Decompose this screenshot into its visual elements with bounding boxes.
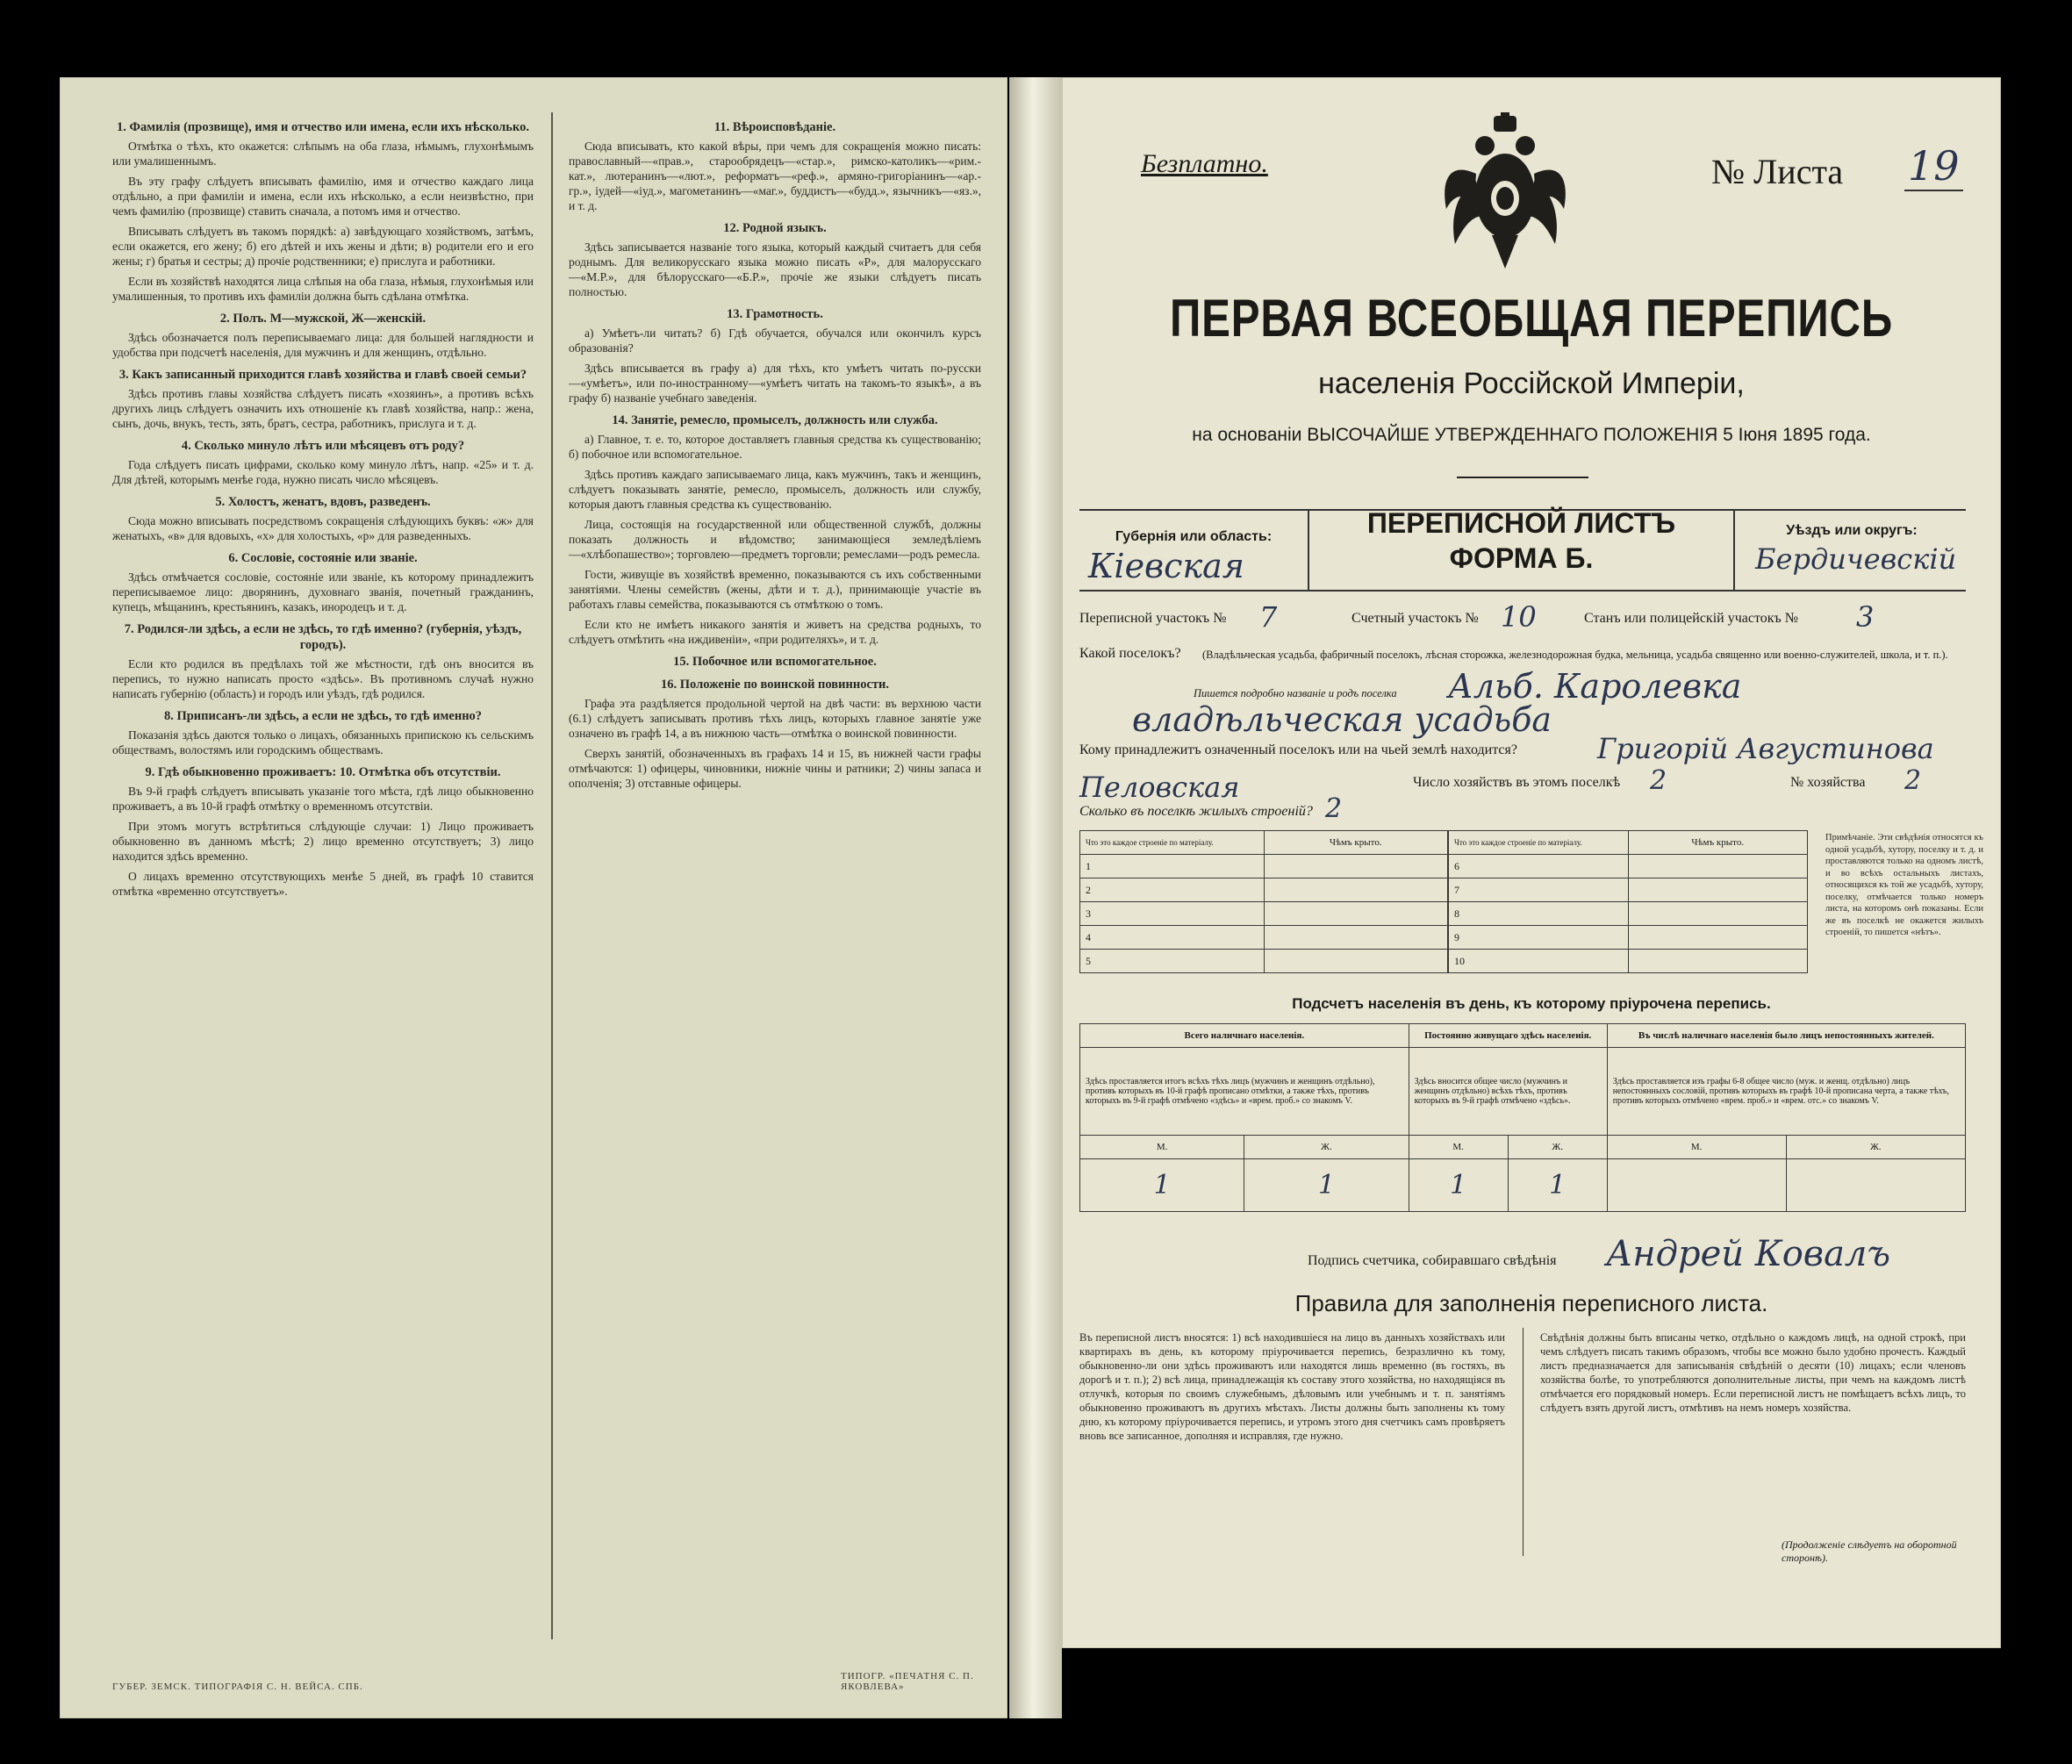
uchastok-value: 7 <box>1259 600 1278 634</box>
buildings-label: Сколько въ поселкѣ жилыхъ строеній? <box>1079 804 1313 819</box>
stan-label: Станъ или полицейскій участокъ № <box>1584 611 1799 626</box>
imperial-eagle-emblem <box>1439 112 1571 270</box>
table-row: 1 1 1 1 <box>1080 1159 1966 1212</box>
guberniya-label: Губернія или область: <box>1115 529 1273 544</box>
title-rule <box>1457 477 1588 478</box>
instruction-heading: 2. Полъ. М—мужской, Ж—женскій. <box>219 312 427 326</box>
instruction-heading: 4. Сколько минуло лѣтъ или мѣсяцевъ отъ роду? <box>181 439 465 453</box>
instruction-heading: 1. Фамилія (прозвище), имя и отчество или имена, если ихъ нѣсколько. <box>117 120 529 134</box>
instruction-paragraph: Сверхъ занятій, обозначенныхъ въ графахъ 14 и 15, въ нижней части графы отмѣчаются: 1) офицеры, чиновники, нижніе чины и ратники; 2) чины запаса и ополченія; 3) отставные офицеры. <box>569 747 981 790</box>
instruction-paragraph: Вписывать слѣдуетъ въ такомъ порядкѣ: а) завѣдующаго хозяйствомъ, затѣмъ, если окажется, его жену; б) его дѣтей и ихъ жены и дѣти; в) родители его и его жены; г) братья и сестры; д) прочіе родственники; е) прислуга и работники. <box>112 225 534 268</box>
sheet-number-label: № Листа <box>1711 152 1844 191</box>
instruction-heading: 7. Родился-ли здѣсь, а если не здѣсь, то гдѣ именно? (губернія, уѣздъ, городъ). <box>124 622 522 652</box>
owner-label: Кому принадлежитъ означенный поселокъ или на чьей землѣ находится? <box>1079 742 1517 757</box>
free-label: Безплатно. <box>1141 149 1268 178</box>
instruction-paragraph: Если въ хозяйствѣ находятся лица слѣпыя на оба глаза, нѣмыя, глухонѣмыя или умалишенныя, то противъ ихъ фамиліи должна быть сдѣлана отмѣтка. <box>112 275 534 303</box>
instruction-paragraph: Года слѣдуетъ писать цифрами, сколько кому минуло лѣтъ, напр. «25» и т. д. Для дѣтей, которымъ менѣе года, нужно писать число мѣсяцевъ. <box>112 458 534 486</box>
buildings-table-left: Что это каждое строеніе по матеріалу. Чѣмъ крыто. 1 2 3 4 5 <box>1079 830 1448 973</box>
instruction-heading: 6. Сословіе, состояніе или званіе. <box>228 551 418 565</box>
owner-value: Григорій Августинова <box>1597 732 1934 765</box>
uchastok-label: Переписной участокъ № <box>1079 611 1227 626</box>
table-row: 7 <box>1449 878 1808 902</box>
instruction-paragraph: Графа эта раздѣляется продольной чертой на двѣ части: въ верхнюю части (6.1) слѣдуетъ записывать противъ тѣхъ лицъ, которыхъ главное занятіе уже означено въ графѣ 14, а въ нижнюю часть—отмѣтка о воинской повинности. <box>569 697 981 740</box>
book-spine <box>1009 77 1062 1718</box>
instruction-paragraph: Здѣсь отмѣчается сословіе, состояніе или званіе, къ которому принадлежитъ переписываемое лицо: дворянинъ, духовнаго званія, почетный гражданинъ, купецъ, мѣщанинъ, крестьянинъ, казакъ, инородецъ и т. д. <box>112 570 534 613</box>
instruction-heading: 5. Холостъ, женатъ, вдовъ, разведенъ. <box>215 495 431 509</box>
table-row: 1 <box>1080 855 1448 878</box>
uezd-label: Уѣздъ или округъ: <box>1786 523 1918 538</box>
instruction-heading: 14. Занятіе, ремесло, промыселъ, должность или служба. <box>612 413 938 427</box>
table-row: 6 <box>1449 855 1808 878</box>
instruction-heading: 3. Какъ записанный приходится главѣ хозяйства и главѣ своей семьи? <box>118 368 527 382</box>
instruction-paragraph: Здѣсь вписывается въ графу а) для тѣхъ, кто умѣетъ читать по-русски—«умѣетъ», или по-иностранному—«умѣетъ читать на такомъ-то языкѣ», а въ графу б) названіе учебнаго заведенія. <box>569 362 981 405</box>
column-divider <box>551 112 553 1639</box>
poselok-note: (Владѣльческая усадьба, фабричный поселокъ, лѣсная сторожка, железнодорожная будка, мельница, усадьба священно или военно-служителей, школа, и т. п.). <box>1202 649 1948 661</box>
census-subtitle: населенія Россійской Имперіи, <box>1318 367 1745 400</box>
rules-left-column: Въ переписной листъ вносятся: 1) всѣ находившіеся на лицо въ данныхъ хозяйствахъ или квартирахъ въ день, къ которому пріурочивается перепись, безразлично къ тому, обыкновенно-ли они здѣсь проживаютъ или находятся лишь временно (въ гостяхъ, въ дорогѣ и т. п.); 2) всѣ лица, принадлежащія къ составу этого хозяйства, но находящіяся въ отлучкѣ, которыя по своимъ служебнымъ, дѣловымъ или учебнымъ и т. п. занятіямъ обыкновенно проживаютъ въ другихъ мѣстахъ. Листы должны быть заполнены къ тому дню, къ которому пріурочивается перепись, и утромъ этого дня счетчикъ самъ провѣряетъ вновь все записанное, дополняя и исправляя, где нужно. <box>1079 1331 1505 1442</box>
uezd-value: Бердичевскій <box>1755 542 1957 576</box>
schetny-value: 10 <box>1501 600 1537 634</box>
instruction-heading: 16. Положеніе по воинской повинности. <box>661 678 889 692</box>
households-label: Число хозяйствъ въ этомъ поселкѣ <box>1413 775 1621 790</box>
owner-value-2: Пеловская <box>1079 771 1240 804</box>
instruction-paragraph: Здѣсь обозначается полъ переписываемаго лица: для большей наглядности и удобства при подсчетѣ населенія, для мужчинъ и для женщинъ, отдѣльно. <box>112 331 534 359</box>
instruction-paragraph: Гости, живущіе въ хозяйствѣ временно, показываются съ ихъ собственными занятіями. Члены семействъ (жены, дѣти и т. д.), принимающіе участіе въ работахъ главы семейства, показываются съ отмѣткою о томъ. <box>569 568 981 611</box>
poselok-value-2: владѣльческая усадьба <box>1132 700 1552 739</box>
instruction-paragraph: Здѣсь записывается названіе того языка, который каждый считаетъ для себя роднымъ. Для великорусскаго языка можно писать «Р», для малорусскаго—«М.Р.», для бѣлорусскаго—«Б.Р.», прочіе же языки слѣдуетъ писать полностью. <box>569 240 981 298</box>
buildings-value: 2 <box>1325 793 1343 824</box>
instruction-paragraph: Показанія здѣсь даются только о лицахъ, обязанныхъ припискою къ сельскимъ обществамъ, волостямъ или городскимъ обществамъ. <box>112 728 534 757</box>
sheet-number-value: 19 <box>1904 142 1963 191</box>
households-value: 2 <box>1650 765 1667 796</box>
table-row: 10 <box>1449 950 1808 973</box>
instruction-paragraph: Здѣсь противъ главы хозяйства слѣдуетъ писать «хозяинъ», а противъ всѣхъ другихъ лицъ слѣдуетъ означить ихъ отношеніе къ главѣ хозяйства, напр.: жена, сынъ, дочь, внукъ, тесть, зять, братъ, сестра, работникъ, прислуга и т. д. <box>112 387 534 430</box>
instruction-paragraph: Лица, состоящія на государственной или общественной службѣ, должны показать должность и вѣдомство; занимающіеся земледѣліемъ—«хлѣбопашество»; торговлею—предметъ торговли; ремеслами—родъ ремесла. <box>569 518 981 561</box>
instruction-paragraph: Въ 9-й графѣ слѣдуетъ вписывать указаніе того мѣста, гдѣ лицо обыкновенно проживаетъ, а въ 10-й графѣ отмѣтку о временномъ отсутствіи. <box>112 785 534 813</box>
instructions-column-a <box>112 112 534 1639</box>
form-subtitle: ФОРМА Б. <box>1449 542 1594 574</box>
census-legal-basis: на основаніи ВЫСОЧАЙШЕ УТВЕРЖДЕННАГО ПОЛОЖЕНІЯ 5 Іюня 1895 года. <box>1192 425 1871 445</box>
table-row: 2 <box>1080 878 1448 902</box>
buildings-note: Примѣчаніе. Эти свѣдѣнія относятся къ одной усадьбѣ, хутору, поселку и т. д. и проставляются только на одномъ листѣ, и во всѣхъ остальныхъ листахъ, относящихся къ той же усадьбѣ, хутору, поселку, отмѣчается только номеръ листа, на которомъ онѣ показаны. Если же въ поселкѣ не окажется жилыхъ строеній, то пишется «нѣтъ». <box>1825 833 1983 937</box>
instruction-paragraph: Если кто не имѣетъ никакого занятія и живетъ на средства родныхъ, то слѣдуетъ отмѣтить «на иждивеніи», «при родителяхъ», и т. д. <box>569 618 981 646</box>
poselok-value: Альб. Каролевка <box>1448 667 1742 706</box>
instruction-paragraph: а) Умѣетъ-ли читать? б) Гдѣ обучается, обучался или окончилъ курсъ образованія? <box>569 326 981 355</box>
instruction-heading: 12. Родной языкъ. <box>723 221 827 235</box>
census-form-page <box>1062 77 2001 1648</box>
signature-label: Подпись счетчика, собиравшаго свѣдѣнія <box>1308 1253 1557 1268</box>
form-title: ПЕРЕПИСНОЙ ЛИСТЪ <box>1366 507 1676 539</box>
printer-imprint-right: ТИПОГР. «ПЕЧАТНЯ С. П. ЯКОВЛЕВА» <box>841 1671 974 1692</box>
instruction-paragraph: Отмѣтка о тѣхъ, кто окажется: слѣпымъ на оба глаза, нѣмымъ, глухонѣмымъ или умалишеннымъ. <box>112 140 534 168</box>
rules-continued-note: (Продолженіе слѣдуетъ на оборотной сторонѣ). <box>1782 1538 1957 1564</box>
instruction-heading: 13. Грамотность. <box>727 307 823 321</box>
schetny-label: Счетный участокъ № <box>1351 611 1479 626</box>
household-number-value: 2 <box>1904 765 1922 796</box>
household-number-label: № хозяйства <box>1790 775 1866 790</box>
poselok-label: Какой поселокъ? <box>1079 646 1181 661</box>
instruction-paragraph: Если кто родился въ предѣлахъ той же мѣстности, гдѣ онъ вносится въ перепись, то нужно написать просто «здѣсь». Въ противномъ случаѣ нужно написать губернію (область) и городъ или уѣздъ, гдѣ родился. <box>112 657 534 700</box>
guberniya-value: Кіевская <box>1088 547 1244 585</box>
rules-right-column: Свѣдѣнія должны быть вписаны четко, отдѣльно о каждомъ лицѣ, на одной строкѣ, при чемъ слѣдуетъ писать такимъ образомъ, чтобы все можно было удобно прочесть. Каждый листъ предназначается для записыванія свѣдѣній о десяти (10) лицахъ; если членовъ хозяйства болѣе, то употребляются дополнительные листы, при чемъ на каждомъ листѣ отмѣчается его порядковый номеръ. Если переписной листъ не помѣщаетъ всѣхъ лицъ, то слѣдуетъ взять другой листъ, отмѣтивъ на немъ номеръ хозяйства. <box>1540 1331 1966 1414</box>
instruction-paragraph: При этомъ могутъ встрѣтиться слѣдующіе случаи: 1) Лицо проживаетъ обыкновенно въ данномъ мѣстѣ; 2) лицо временно отсутствуетъ; 3) лицо находится здѣсь временно. <box>112 820 534 863</box>
instruction-paragraph: О лицахъ временно отсутствующихъ менѣе 5 дней, въ графѣ 10 ставится отмѣтка «временно отсутствуетъ». <box>112 870 534 898</box>
instruction-paragraph: Сюда вписывать, кто какой вѣры, при чемъ для сокращенія можно писать: православный—«прав.», старообрядецъ—«стар.», римско-католикъ—«рим.-кат.», лютеранинъ—«лют.», реформатъ—«реф.», армяно-григоріанинъ—«ар.-гр.», іудей—«іуд.», магометанинъ—«маг.», буддистъ—«будд.», язычникъ—«яз.», и т. д. <box>569 140 981 212</box>
instruction-paragraph: Сюда можно вписывать посредствомъ сокращенія слѣдующихъ буквъ: «ж» для женатыхъ, «в» для вдовыхъ, «х» для холостыхъ, «р» для разведенныхъ. <box>112 514 534 542</box>
table-row: 3 <box>1080 902 1448 926</box>
population-count-title: Подсчетъ населенія въ день, къ которому пріурочена перепись. <box>1292 995 1771 1012</box>
table-row: 9 <box>1449 926 1808 950</box>
printer-imprint-left: ГУБЕР. ЗЕМСК. ТИПОГРАФІЯ С. Н. ВЕЙСА. СПБ. <box>112 1682 363 1692</box>
instructions-page <box>60 77 1007 1718</box>
instruction-heading: 9. Гдѣ обыкновенно проживаетъ: 10. Отмѣтка объ отсутствіи. <box>145 765 501 779</box>
buildings-table-right: Что это каждое строеніе по матеріалу. Чѣмъ крыто. 6 7 8 9 10 <box>1448 830 1808 973</box>
enumerator-signature: Андрей Ковалъ <box>1606 1234 1891 1274</box>
table-row: 8 <box>1449 902 1808 926</box>
rules-title: Правила для заполненія переписного листа. <box>1294 1290 1768 1316</box>
instructions-column-b <box>569 112 981 1639</box>
population-count-table: Всего наличнаго населенія. Постоянно живущаго здѣсь населенія. Въ числѣ наличнаго населенія было лицъ непостоянныхъ жителей. Здѣсь проставляется итогъ всѣхъ тѣхъ лицъ (мужчинъ и женщинъ отдѣльно), противъ которыхъ въ 10-й графѣ прописано отмѣтки, а также тѣхъ, противъ которыхъ въ 9-й графѣ отмѣчено «здѣсь» и «врем. проб.» со знакомъ V. Здѣсь вносится общее число (мужчинъ и женщинъ отдѣльно) всѣхъ тѣхъ, противъ которыхъ въ 9-й графѣ отмѣчено «здѣсь». Здѣсь проставляется изъ графы 6-8 общее число (муж. и женщ. отдѣльно) лицъ непостоянныхъ сословій, противъ которыхъ въ графѣ 10-й прописана черта, а также тѣхъ, противъ которыхъ отмѣчено «врем. проб.» и «врем. отс.» со знакомъ V. М. Ж. М. Ж. М. Ж. 1 1 1 1 <box>1079 1023 1966 1212</box>
census-title: ПЕРВАЯ ВСЕОБЩАЯ ПЕРЕПИСЬ <box>1169 289 1894 348</box>
poselok-note-2: Пишется подробно названіе и родъ поселка <box>1194 687 1397 699</box>
instruction-paragraph: Въ эту графу слѣдуетъ вписывать фамилію, имя и отчество каждаго лица отдѣльно, а при фамиліи и имена, если ихъ нѣсколько, а если неизвѣстно, при чемъ фамилію (прозвище) ставить сначала, а потомъ имя и отчество. <box>112 175 534 218</box>
instruction-paragraph: а) Главное, т. е. то, которое доставляетъ главныя средства къ существованію; б) побочное или вспомогательное. <box>569 433 981 461</box>
instruction-paragraph: Здѣсь противъ каждаго записываемаго лица, какъ мужчинъ, такъ и женщинъ, слѣдуетъ показывать занятіе, ремесло, промыселъ, должность или службу, которыя даютъ главныя средства къ существованію. <box>569 468 981 511</box>
instruction-heading: 8. Приписанъ-ли здѣсь, а если не здѣсь, то гдѣ именно? <box>163 709 483 723</box>
table-row: 4 <box>1080 926 1448 950</box>
instruction-heading: 15. Побочное или вспомогательное. <box>673 655 877 669</box>
instruction-heading: 11. Вѣроисповѣданіе. <box>713 120 836 134</box>
table-row: 5 <box>1080 950 1448 973</box>
stan-value: 3 <box>1856 600 1875 634</box>
